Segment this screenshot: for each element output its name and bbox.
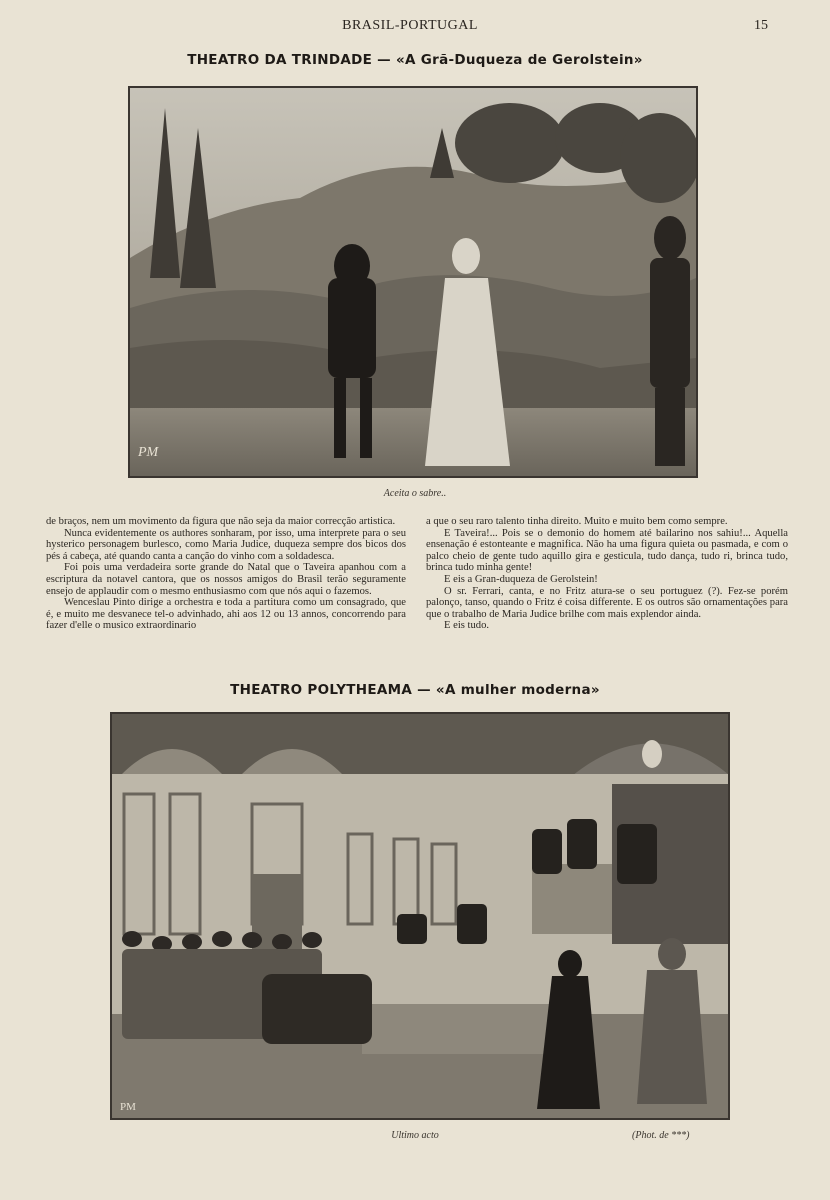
page-number: 15: [754, 18, 768, 33]
paragraph: Wenceslau Pinto dirige a orchestra e toda a partitura como um consagrado, que é, e muito me desvanece tel-o advinhado, ahi aos 12 ou 13 annos, concorrendo para fazer d'elle o musico extraordinario: [46, 597, 406, 632]
journal-title: BRASIL-PORTUGAL: [342, 18, 478, 33]
stage-photo-trindade: [128, 86, 698, 478]
photo-signature-1: PM: [138, 445, 159, 460]
photo-credit: (Phot. de ***): [632, 1130, 690, 1141]
paragraph: a que o seu raro talento tinha direito. Muito e muito bem como sempre.: [426, 516, 728, 527]
text-column-left: [46, 516, 406, 632]
paragraph: Nunca evidentemente os authores sonharam, por isso, uma interprete para o seu hysterico personagem burlesco, como Maria Judice, duqueza sempre dos bicos dos pés á cabeça, até quando canta a canção do vinho com a soldadesca.: [46, 527, 406, 562]
paragraph: E Taveira!... Pois se o demonio do homem até bailarino nos sahiu!... Aquella ensenação é estonteante e magnifica. Não ha uma figura quieta ou pasmada, e com o palco cheio de gente tudo aquillo gira e gesticula, tudo dança, tudo ri, brinca tudo, brinca tudo minha gente!: [426, 527, 788, 574]
stage-photo-polytheama: [110, 712, 730, 1120]
stage-photo-polytheama-image: [112, 714, 728, 1118]
running-header: [0, 18, 830, 38]
paragraph: O sr. Ferrari, canta, e no Fritz atura-se o seu portuguez (?). Fez-se porém palonço, tanso, quando o Fritz é coisa differente. E os outros são ornamentações para que o trabalho de Maria Judice brilhe com mais explendor ainda.: [426, 585, 788, 620]
paragraph: Foi pois uma verdadeira sorte grande do Natal que o Taveira apanhou com a escriptura da notavel cantora, que os nossos amigos do Brasil terão seguramente ensejo de applaudir com o mesmo enthusiasmo com que nós aqui o fazemos.: [46, 562, 406, 597]
paragraph: E eis tudo.: [444, 620, 490, 632]
photo-caption-trindade: Aceita o sabre..: [383, 488, 447, 499]
paragraph: de braços, nem um movimento da figura que não seja da maior correcção artistica.: [46, 516, 396, 527]
paragraph: E eis a Gran-duqueza de Gerolstein!: [444, 573, 598, 585]
photo-caption-polytheama: Ultimo acto: [391, 1130, 439, 1141]
article-heading-trindade: THEATRO DA TRINDADE — «A Grã-Duqueza de Gerolstein»: [187, 52, 643, 68]
text-column-right: [426, 516, 788, 632]
stage-photo-trindade-image: [130, 88, 696, 476]
article-heading-polytheama: THEATRO POLYTHEAMA — «A mulher moderna»: [230, 682, 600, 698]
photo-signature-2: PM: [120, 1101, 136, 1113]
